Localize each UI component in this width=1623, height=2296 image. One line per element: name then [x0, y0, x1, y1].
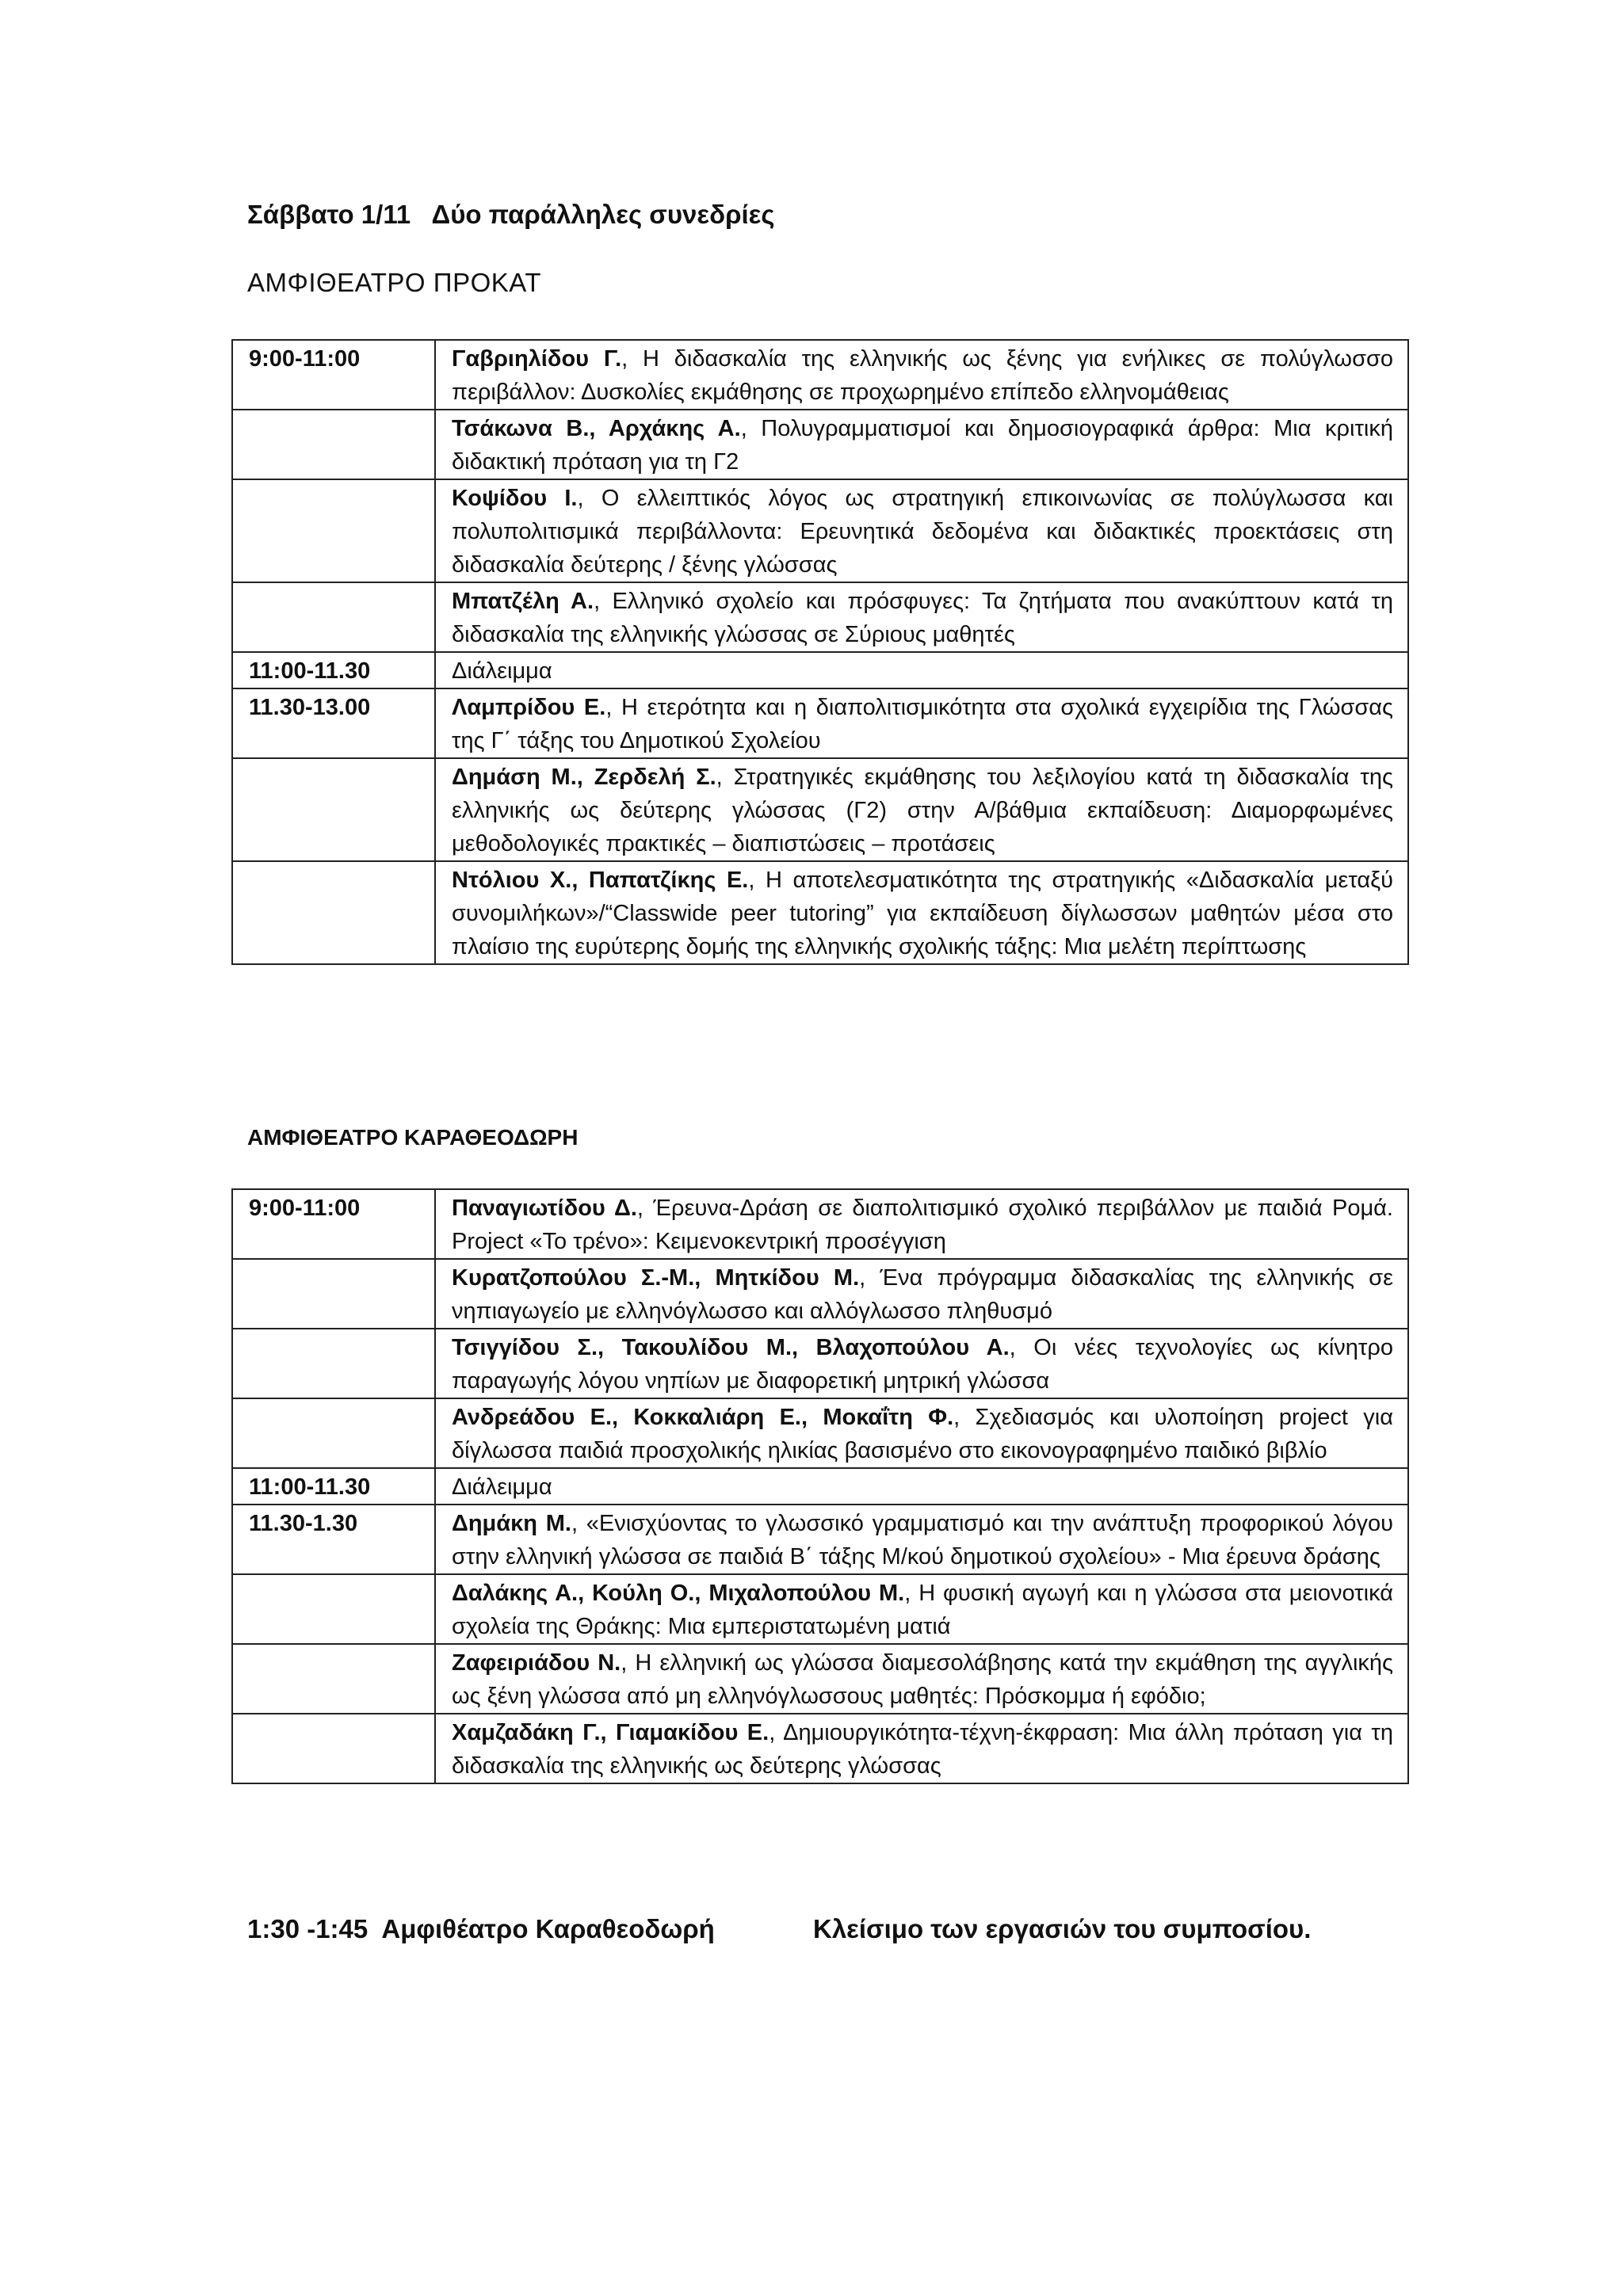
table-row	[232, 340, 1408, 410]
talk-title: , Πολυγραμματισμοί και δημοσιογραφικά άρθρα: Μια κριτική διδακτική πρόταση για τη Γ2	[452, 416, 1393, 475]
table-row	[232, 758, 1408, 861]
session-time	[232, 758, 435, 861]
talk-title: , Ο ελλειπτικός λόγος ως στρατηγική επικοινωνίας σε πολύγλωσσα και πολυπολιτισμικά περιβάλλοντα: Ερευνητικά δεδομένα και διδακτικές προεκτάσεις στη διδασκαλία δεύτερης / ξένης γλώσσας	[452, 486, 1394, 578]
talk-title: , Η ελληνική ως γλώσσα διαμεσολάβησης κατά την εκμάθηση της αγγλικής ως ξένη γλώσσα από μη ελληνόγλωσσους μαθητές: Πρόσκομμα ή εφόδιο;	[452, 1650, 1393, 1709]
session-time: 9:00-11:00	[232, 1189, 435, 1259]
schedule-table-body	[232, 1189, 1408, 1783]
talk-authors: Δημάκη Μ.	[452, 1511, 571, 1536]
talk-title: , Η ετερότητα και η διαπολιτισμικότητα στα σχολικά εγχειρίδια της Γλώσσας της Γ΄ τάξης του Δημοτικού Σχολείου	[452, 695, 1393, 753]
day-heading: Σάββατο 1/11 Δύο παράλληλες συνεδρίες	[247, 200, 775, 229]
talk-title: , Ελληνικό σχολείο και πρόσφυγες: Τα ζητήματα που ανακύπτουν κατά τη διδασκαλία της ελληνικής γλώσσας σε Σύριους μαθητές	[452, 589, 1393, 647]
talk-authors: Λαμπρίδου Ε.	[452, 695, 606, 720]
session-time	[232, 1574, 435, 1644]
session-time	[232, 1259, 435, 1329]
talk-cell	[435, 1574, 1408, 1644]
session-time: 11:00-11.30	[232, 1468, 435, 1505]
talk-cell	[435, 1505, 1408, 1574]
talk-title: , Σχεδιασμός και υλοποίηση project για δίγλωσσα παιδιά προσχολικής ηλικίας βασισμένο στο εικονογραφημένο παιδικό βιβλίο	[452, 1405, 1393, 1463]
session-time	[232, 410, 435, 479]
talk-title: , Στρατηγικές εκμάθησης του λεξιλογίου κατά τη διδασκαλία της ελληνικής ως δεύτερης γλώσσας (Γ2) στην Α/βάθμια εκπαίδευση: Διαμορφωμένες μεθοδολογικές πρακτικές – διαπιστώσεις – προτάσεις	[452, 765, 1393, 856]
schedule-table-prokat	[231, 339, 1409, 965]
talk-cell	[435, 1189, 1408, 1259]
table-row	[232, 1574, 1408, 1644]
table-row	[232, 1505, 1408, 1574]
talk-cell	[435, 688, 1408, 758]
table-row	[232, 1468, 1408, 1505]
talk-authors: Κοψίδου Ι.	[452, 486, 578, 511]
closing-text: Κλείσιμο των εργασιών του συμποσίου.	[813, 1914, 1312, 1943]
talk-cell	[435, 861, 1408, 964]
talk-authors: Παναγιωτίδου Δ.	[452, 1196, 637, 1221]
talk-title: , Έρευνα-Δράση σε διαπολιτισμικό σχολικό περιβάλλον με παιδιά Ρομά. Project «Το τρένο»: Κειμενοκεντρική προσέγγιση	[452, 1196, 1393, 1254]
hall-heading-karatheodori: ΑΜΦΙΘΕΑΤΡΟ ΚΑΡΑΘΕΟΔΩΡΗ	[247, 1125, 579, 1150]
table-row	[232, 479, 1408, 582]
talk-authors: Δημάση Μ., Ζερδελή Σ.	[452, 765, 716, 790]
session-time: 11.30-13.00	[232, 688, 435, 758]
talk-title: , Ένα πρόγραμμα διδασκαλίας της ελληνικής σε νηπιαγωγείο με ελληνόγλωσσο και αλλόγλωσσο πληθυσμό	[452, 1265, 1393, 1324]
table-row	[232, 410, 1408, 479]
session-time	[232, 861, 435, 964]
table-row	[232, 1644, 1408, 1714]
table-row	[232, 652, 1408, 688]
talk-title: , Η αποτελεσματικότητα της στρατηγικής «Διδασκαλία μεταξύ συνομιλήκων»/“Classwide peer tutoring” για εκπαίδευση δίγλωσσων μαθητών μέσα στο πλαίσιο της ευρύτερης δομής της ελληνικής σχολικής τάξης: Μια μελέτη περίπτωσης	[452, 868, 1394, 959]
hall-heading-prokat: ΑΜΦΙΘΕΑΤΡΟ ΠΡΟΚΑΤ	[247, 268, 541, 297]
table-row	[232, 1714, 1408, 1783]
session-time	[232, 479, 435, 582]
talk-title: , «Ενισχύοντας το γλωσσικό γραμματισμό και την ανάπτυξη προφορικού λόγου στην ελληνική γλώσσα σε παιδιά Β΄ τάξης Μ/κού δημοτικού σχολείου» - Μια έρευνα δράσης	[452, 1511, 1393, 1569]
talk-authors: Μπατζέλη Α.	[452, 589, 594, 614]
talk-cell	[435, 1329, 1408, 1398]
talk-authors: Δαλάκης Α., Κούλη Ο., Μιχαλοπούλου Μ.	[452, 1581, 905, 1606]
talk-title: , Η φυσική αγωγή και η γλώσσα στα μειονοτικά σχολεία της Θράκης: Μια εμπεριστατωμένη ματιά	[452, 1581, 1393, 1639]
talk-authors: Κυρατζοπούλου Σ.-Μ., Μητκίδου Μ.	[452, 1265, 860, 1291]
table-row	[232, 861, 1408, 964]
talk-cell	[435, 582, 1408, 652]
talk-cell	[435, 758, 1408, 861]
talk-authors: Ντόλιου Χ., Παπατζίκης Ε.	[452, 868, 749, 893]
session-time: 11:00-11.30	[232, 652, 435, 688]
talk-title: Διάλειμμα	[452, 1474, 552, 1500]
talk-authors: Γαβριηλίδου Γ.	[452, 346, 622, 372]
talk-cell	[435, 1259, 1408, 1329]
closing-line	[247, 1914, 1404, 1944]
talk-cell	[435, 1644, 1408, 1714]
talk-cell	[435, 652, 1408, 688]
table-row	[232, 582, 1408, 652]
closing-time-place: 1:30 -1:45 Αμφιθέατρο Καραθεοδωρή	[247, 1914, 715, 1943]
table-row	[232, 1259, 1408, 1329]
talk-authors: Χαμζαδάκη Γ., Γιαμακίδου Ε.	[452, 1720, 769, 1745]
session-time	[232, 582, 435, 652]
talk-cell	[435, 410, 1408, 479]
table-row	[232, 688, 1408, 758]
talk-title: , Οι νέες τεχνολογίες ως κίνητρο παραγωγής λόγου νηπίων με διαφορετική μητρική γλώσσα	[452, 1335, 1393, 1394]
talk-authors: Τσάκωνα Β., Αρχάκης Α.	[452, 416, 741, 441]
table-row	[232, 1189, 1408, 1259]
schedule-table-karatheodori	[231, 1188, 1409, 1784]
talk-title: , Η διδασκαλία της ελληνικής ως ξένης για ενήλικες σε πολύγλωσσο περιβάλλον: Δυσκολίες εκμάθησης σε προχωρημένο επίπεδο ελληνομάθειας	[452, 346, 1393, 405]
talk-cell	[435, 479, 1408, 582]
session-time	[232, 1398, 435, 1468]
talk-title: , Δημιουργικότητα-τέχνη-έκφραση: Μια άλλη πρόταση για τη διδασκαλία της ελληνικής ως δεύτερης γλώσσας	[452, 1720, 1393, 1779]
schedule-table-body	[232, 340, 1408, 964]
session-time: 9:00-11:00	[232, 340, 435, 410]
session-time: 11.30-1.30	[232, 1505, 435, 1574]
talk-title: Διάλειμμα	[452, 658, 552, 684]
session-time	[232, 1329, 435, 1398]
talk-cell	[435, 1714, 1408, 1783]
session-time	[232, 1714, 435, 1783]
talk-authors: Τσιγγίδου Σ., Τακουλίδου Μ., Βλαχοπούλου Α.	[452, 1335, 1010, 1360]
talk-authors: Ζαφειριάδου Ν.	[452, 1650, 621, 1676]
session-time	[232, 1644, 435, 1714]
talk-authors: Ανδρεάδου Ε., Κοκκαλιάρη Ε., Μοκαΐτη Φ.	[452, 1405, 954, 1430]
talk-cell	[435, 1468, 1408, 1505]
table-row	[232, 1398, 1408, 1468]
talk-cell	[435, 1398, 1408, 1468]
talk-cell	[435, 340, 1408, 410]
table-row	[232, 1329, 1408, 1398]
